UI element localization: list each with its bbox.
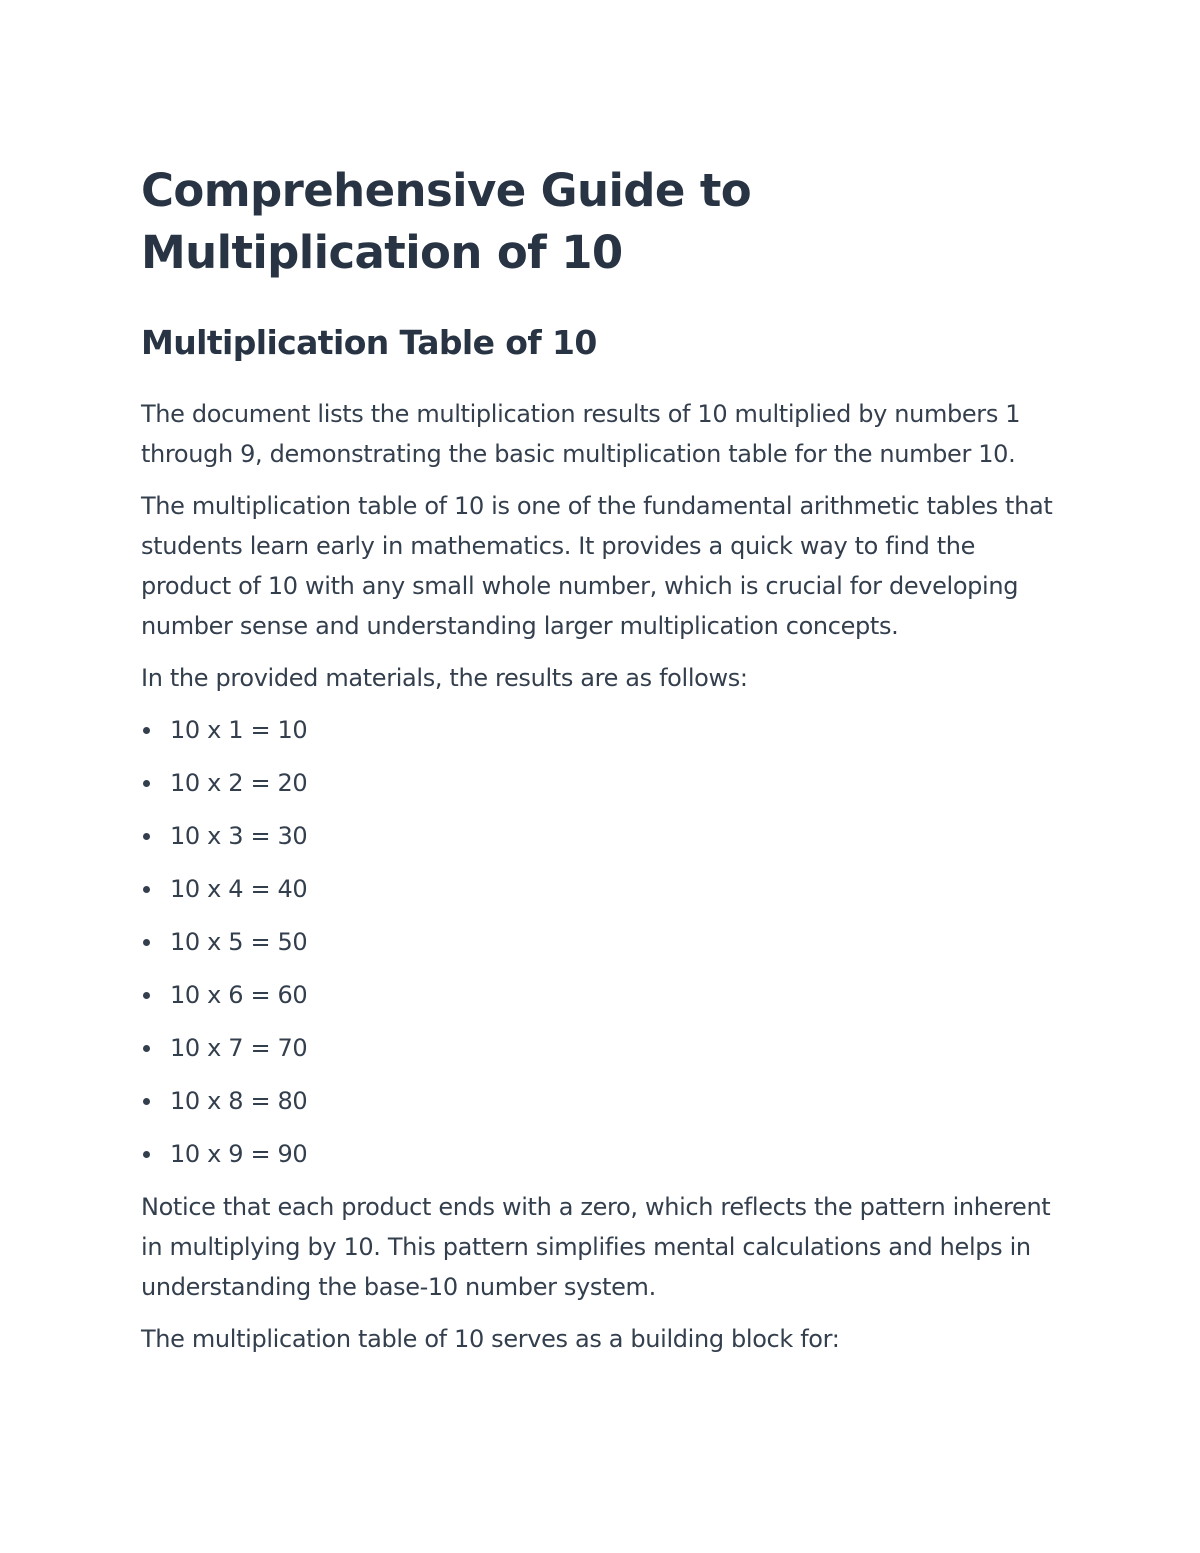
results-list	[141, 710, 1061, 1187]
list-item	[141, 710, 1061, 763]
list-item-text: 10 x 7 = 70	[170, 1034, 308, 1062]
section-heading: Multiplication Table of 10	[141, 323, 597, 362]
document-page	[141, 160, 1061, 1359]
bullet-icon	[143, 939, 150, 946]
bullet-icon	[143, 1098, 150, 1105]
list-item	[141, 1028, 1061, 1081]
list-item-text: 10 x 6 = 60	[170, 981, 308, 1009]
list-item	[141, 763, 1061, 816]
list-item	[141, 816, 1061, 869]
document-title: Comprehensive Guide to Multiplication of 10	[141, 164, 752, 279]
list-item	[141, 869, 1061, 922]
bullet-icon	[143, 727, 150, 734]
list-item-text: 10 x 4 = 40	[170, 875, 308, 903]
bullet-icon	[143, 886, 150, 893]
list-item-text: 10 x 8 = 80	[170, 1087, 308, 1115]
bullet-icon	[143, 780, 150, 787]
list-item-text: 10 x 9 = 90	[170, 1140, 308, 1168]
bullet-icon	[143, 1045, 150, 1052]
list-item	[141, 922, 1061, 975]
pattern-paragraph: Notice that each product ends with a zero, which reflects the pattern inherent in multiplying by 10. This pattern simplifies mental calculations and helps in understanding the base-10 number system.	[141, 1193, 1051, 1301]
list-item-text: 10 x 3 = 30	[170, 822, 308, 850]
description-paragraph: The multiplication table of 10 is one of the fundamental arithmetic tables that students learn early in mathematics. It provides a quick way to find the product of 10 with any small whole number, which is crucial for developing number sense and understanding larger multiplication concepts.	[141, 492, 1053, 640]
bullet-icon	[143, 1151, 150, 1158]
list-item-text: 10 x 2 = 20	[170, 769, 308, 797]
building-block-paragraph: The multiplication table of 10 serves as a building block for:	[141, 1325, 840, 1353]
list-item-text: 10 x 1 = 10	[170, 716, 308, 744]
summary-paragraph: The document lists the multiplication results of 10 multiplied by numbers 1 through 9, demonstrating the basic multiplication table for the number 10.	[141, 400, 1021, 468]
results-intro-paragraph: In the provided materials, the results are as follows:	[141, 664, 748, 692]
list-item	[141, 975, 1061, 1028]
list-item	[141, 1134, 1061, 1187]
list-item-text: 10 x 5 = 50	[170, 928, 308, 956]
bullet-icon	[143, 833, 150, 840]
bullet-icon	[143, 992, 150, 999]
list-item	[141, 1081, 1061, 1134]
